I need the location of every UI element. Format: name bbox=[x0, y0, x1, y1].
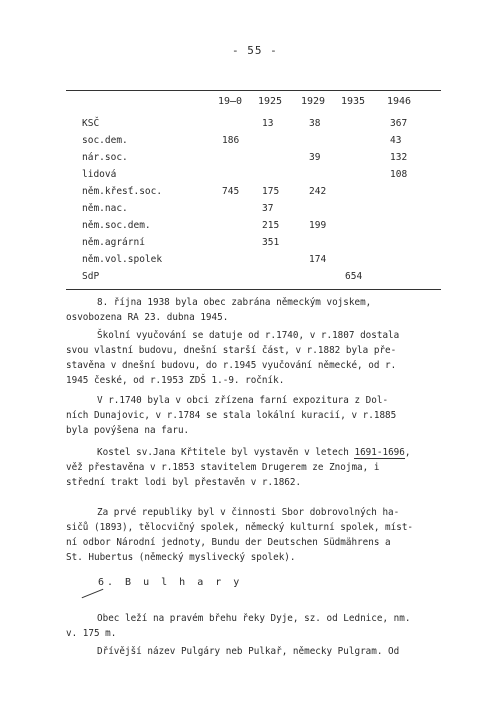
paragraph-former-name bbox=[66, 644, 446, 659]
table-row bbox=[82, 186, 442, 199]
paragraph-school bbox=[66, 328, 446, 388]
table-top-rule bbox=[66, 90, 441, 91]
paragraph-location bbox=[66, 611, 446, 641]
text-line: ních Dunajovic, v r.1784 se stala lokální kuracií, v r.1885 bbox=[66, 410, 397, 421]
table-cell: 132 bbox=[390, 152, 408, 163]
table-cell: 186 bbox=[222, 135, 240, 146]
text-line: sičů (1893), tělocvičný spolek, německý kulturní spolek, míst- bbox=[66, 522, 414, 533]
heading-underline-stroke bbox=[82, 589, 104, 599]
text-line: 8. října 1938 byla obec zabrána německým vojskem, bbox=[97, 297, 372, 308]
paragraph-church bbox=[66, 445, 446, 490]
paragraph-associations bbox=[66, 505, 446, 565]
table-row bbox=[82, 237, 442, 250]
table-cell: 108 bbox=[390, 169, 408, 180]
table-header-4: 1935 bbox=[341, 96, 366, 107]
table-cell: 175 bbox=[262, 186, 280, 197]
text-line: Dřívější název Pulgáry neb Pulkař, německy Pulgram. Od bbox=[97, 646, 400, 657]
paragraph-occupation bbox=[66, 295, 446, 325]
text-line: St. Hubertus (německý myslivecký spolek). bbox=[66, 552, 296, 563]
table-header-2: 1925 bbox=[258, 96, 283, 107]
text-line: svou vlastní budovu, dnešní starší část, v r.1882 byla pře- bbox=[66, 345, 397, 356]
table-cell: 174 bbox=[309, 254, 327, 265]
text-line: střední trakt lodi byl přestavěn v r.1862. bbox=[66, 477, 302, 488]
party-label: něm.nac. bbox=[82, 203, 128, 214]
text-line: Kostel sv.Jana Křtitele byl vystavěn v letech 1691-1696, bbox=[97, 447, 411, 458]
page-number: - 55 - bbox=[232, 44, 278, 57]
table-cell: 654 bbox=[345, 271, 363, 282]
table-cell: 367 bbox=[390, 118, 408, 129]
table-cell: 13 bbox=[262, 118, 274, 129]
party-label: nár.soc. bbox=[82, 152, 128, 163]
underlined-years: 1691-1696 bbox=[354, 447, 405, 458]
table-row bbox=[82, 118, 442, 131]
text-line: byla povýšena na faru. bbox=[66, 425, 190, 436]
text-line: věž přestavěna v r.1853 stavitelem Drugerem ze Znojma, i bbox=[66, 462, 380, 473]
table-row bbox=[82, 152, 442, 165]
text-line: 1945 české, od r.1953 ZDŠ 1.-9. ročník. bbox=[66, 375, 285, 386]
party-label: něm.vol.spolek bbox=[82, 254, 163, 265]
text-line: Obec leží na pravém břehu řeky Dyje, sz. od Lednice, nm. bbox=[97, 613, 411, 624]
table-row bbox=[82, 271, 442, 284]
table-row bbox=[82, 169, 442, 182]
party-label: něm.agrární bbox=[82, 237, 145, 248]
table-cell: 745 bbox=[222, 186, 240, 197]
paragraph-parish bbox=[66, 393, 446, 438]
text-line: Školní vyučování se datuje od r.1740, v r.1807 dostala bbox=[97, 330, 400, 341]
table-header-3: 1929 bbox=[301, 96, 326, 107]
table-row bbox=[82, 203, 442, 216]
section-heading: 6. B u l h a r y bbox=[98, 577, 243, 588]
table-cell: 39 bbox=[309, 152, 321, 163]
party-label: lidová bbox=[82, 169, 117, 180]
party-label: KSČ bbox=[82, 118, 100, 129]
table-row bbox=[82, 220, 442, 233]
party-label: SdP bbox=[82, 271, 100, 282]
party-label: něm.křesť.soc. bbox=[82, 186, 163, 197]
text-line: Za prvé republiky byl v činnosti Sbor dobrovolných ha- bbox=[97, 507, 400, 518]
table-cell: 38 bbox=[309, 118, 321, 129]
table-cell: 37 bbox=[262, 203, 274, 214]
text-line: stavěna v dnešní budovu, do r.1945 vyučování německé, od r. bbox=[66, 360, 397, 371]
table-bottom-rule bbox=[66, 289, 441, 290]
text-line: ní odbor Národní jednoty, Bundu der Deutschen Südmährens a bbox=[66, 537, 391, 548]
text-line: v. 175 m. bbox=[66, 628, 117, 639]
text-line: V r.1740 byla v obci zřízena farní expozitura z Dol- bbox=[97, 395, 389, 406]
party-label: soc.dem. bbox=[82, 135, 128, 146]
table-header-5: 1946 bbox=[387, 96, 412, 107]
table-cell: 199 bbox=[309, 220, 327, 231]
table-row bbox=[82, 254, 442, 267]
table-cell: 351 bbox=[262, 237, 280, 248]
table-row bbox=[82, 135, 442, 148]
table-cell: 43 bbox=[390, 135, 402, 146]
table-cell: 215 bbox=[262, 220, 280, 231]
text-line: osvobozena RA 23. dubna 1945. bbox=[66, 312, 229, 323]
party-label: něm.soc.dem. bbox=[82, 220, 151, 231]
table-header-1: 19̶0 bbox=[218, 96, 243, 107]
table-cell: 242 bbox=[309, 186, 327, 197]
